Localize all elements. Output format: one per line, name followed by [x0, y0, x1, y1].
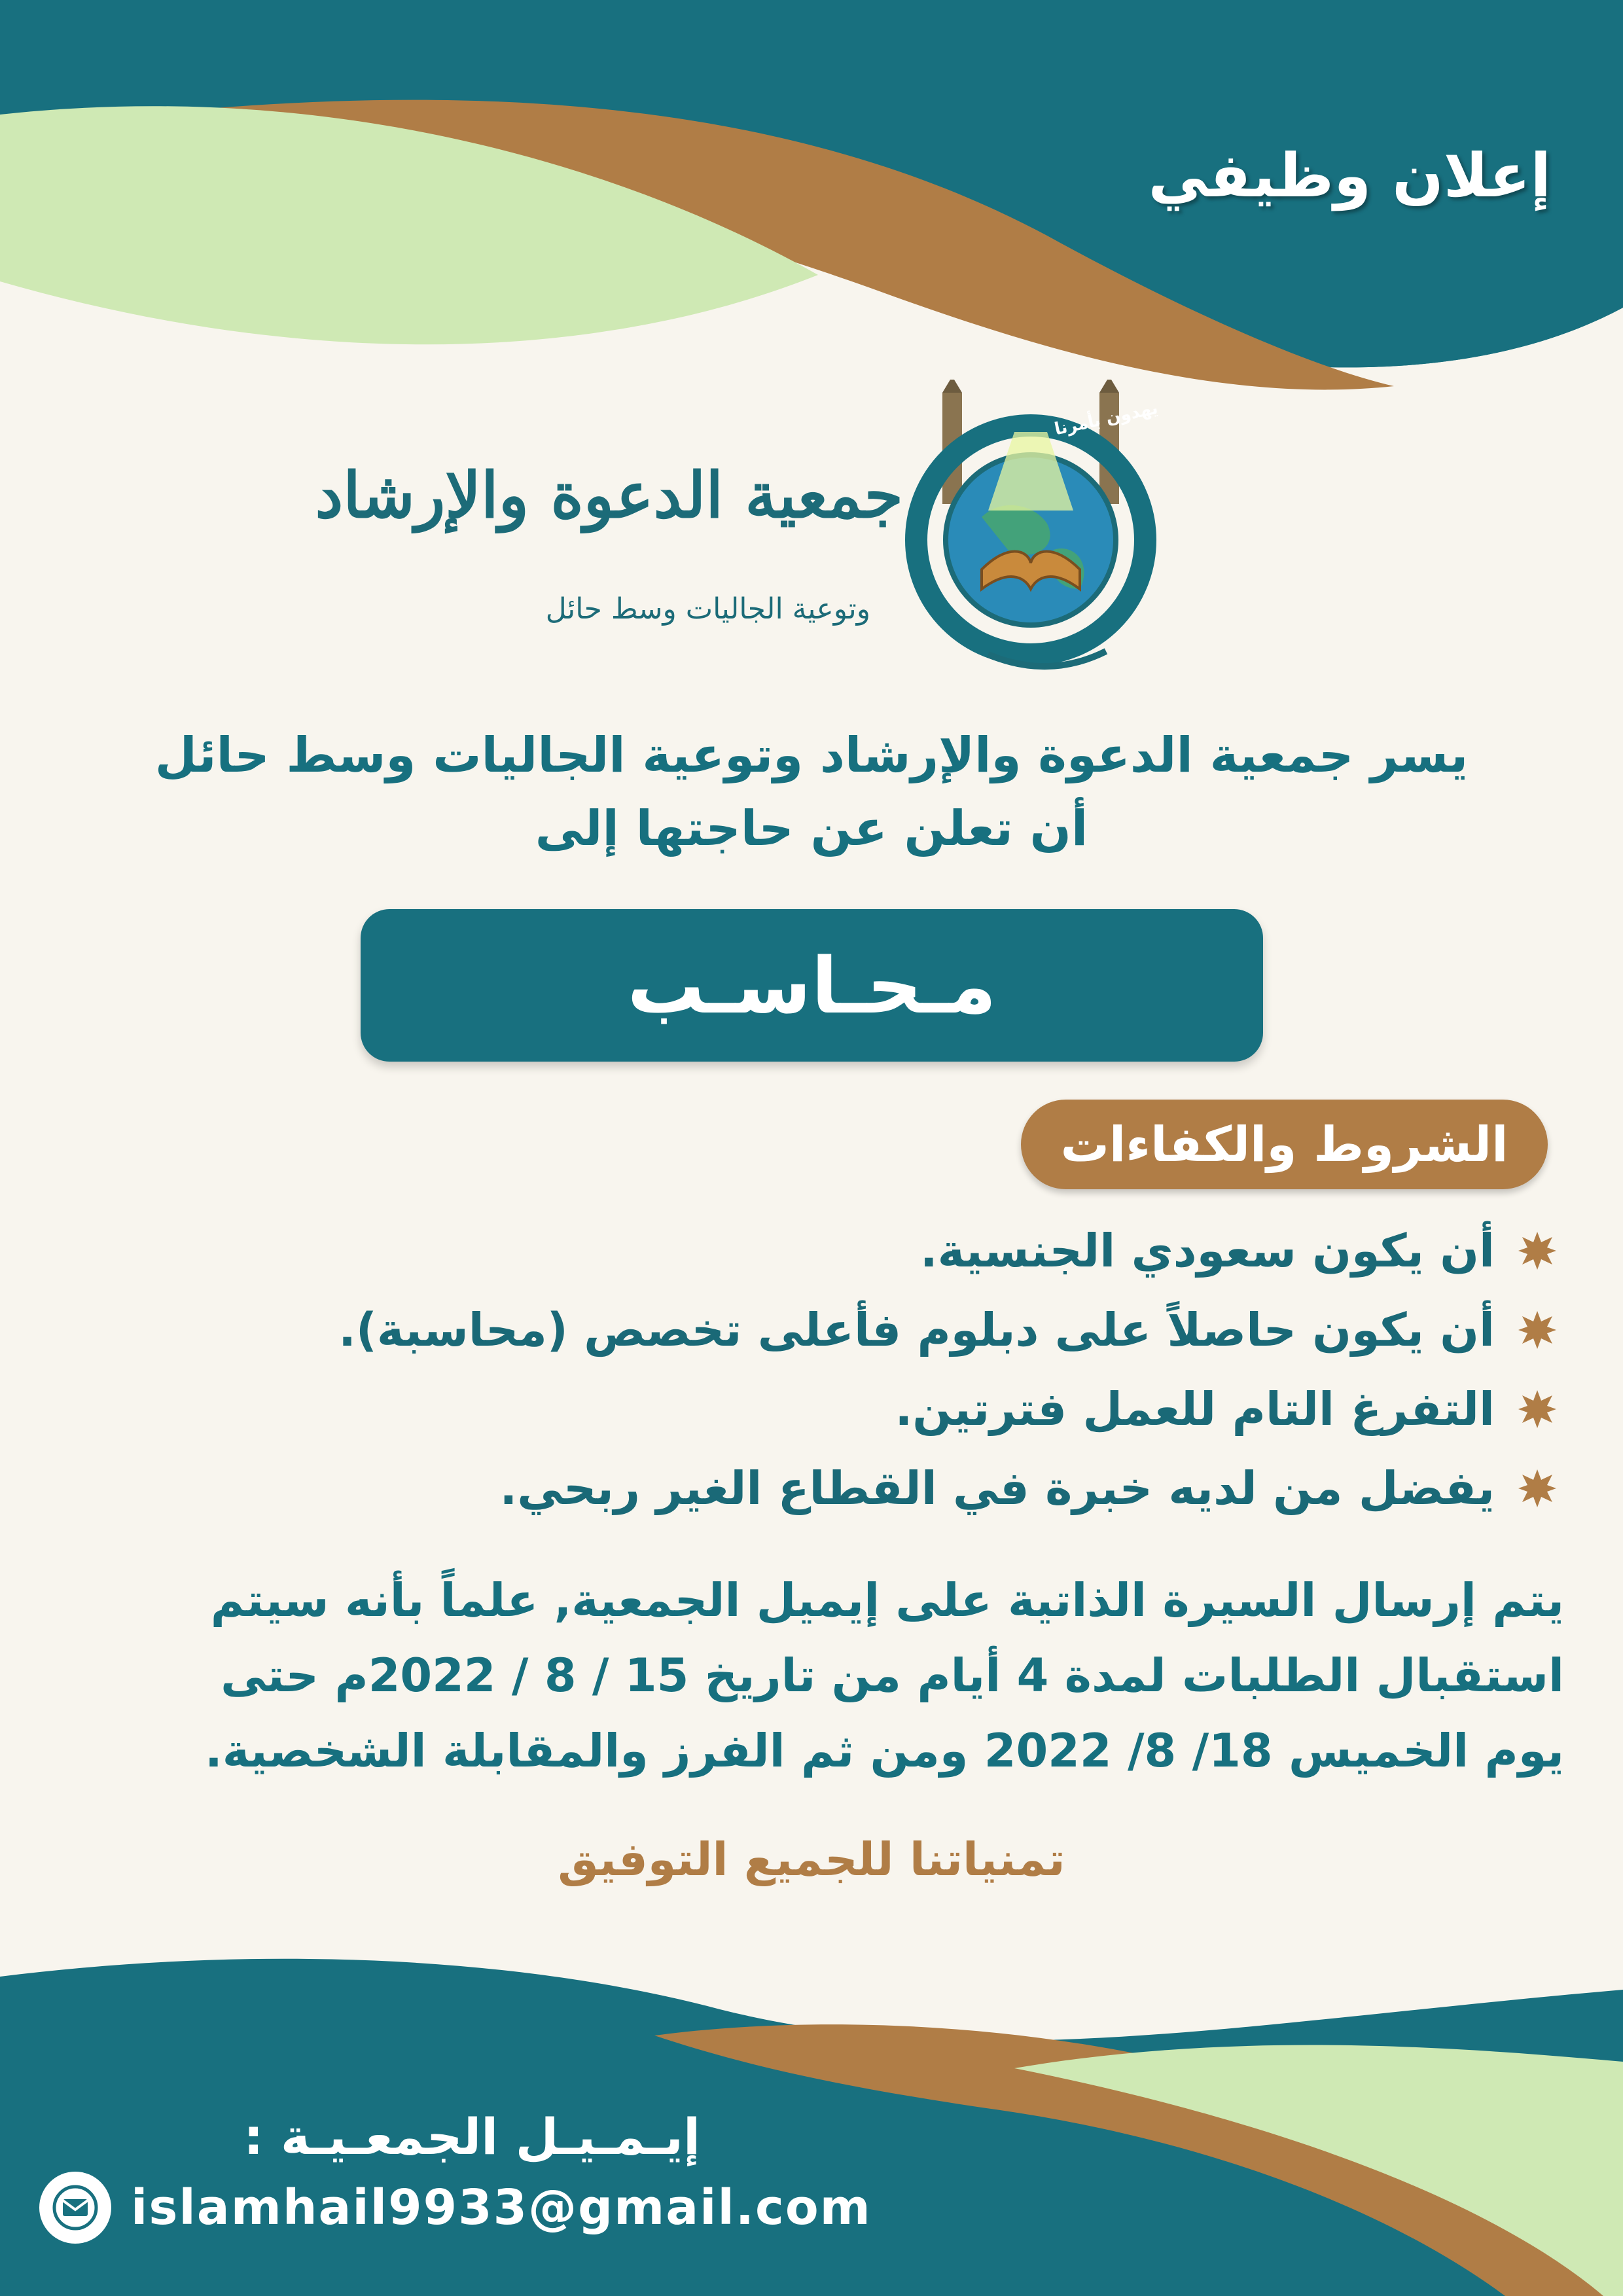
list-item [52, 1290, 1558, 1369]
star-bullet-icon [1517, 1389, 1558, 1429]
details-line-2: استقبال الطلبات لمدة 4 أيام من تاريخ 15 / 8 / 2022م حتى [221, 1649, 1564, 1702]
requirements-list [52, 1211, 1558, 1528]
star-bullet-icon [1517, 1468, 1558, 1509]
job-title: مـحـاسـب [627, 940, 997, 1031]
requirement-text: أن يكون سعودي الجنسية. [920, 1223, 1495, 1278]
application-details [59, 1563, 1564, 1789]
details-line-3: يوم الخميس 18/ 8/ 2022 ومن ثم الفرز والمقابلة الشخصية. [205, 1724, 1564, 1778]
intro-line-2: أن تعلن عن حاجتها إلى [535, 800, 1088, 857]
logo-ring-text: يهدون بأمرنا [1052, 398, 1160, 440]
org-subtitle: وتوعية الجاليات وسط حائل [545, 592, 870, 626]
requirement-text: يفضل من لديه خبرة في القطاع الغير ربحي. [499, 1461, 1495, 1515]
org-name-calligraphy: جمعية الدعوة والإرشاد [315, 458, 903, 532]
star-bullet-icon [1517, 1230, 1558, 1271]
requirement-text: التفرغ التام للعمل فترتين. [895, 1382, 1495, 1436]
organization-logo [315, 380, 1178, 681]
requirement-text: أن يكون حاصلاً على دبلوم فأعلى تخصص (محاسبة). [338, 1302, 1495, 1357]
star-bullet-icon [1517, 1310, 1558, 1350]
intro-line-1: يسر جمعية الدعوة والإرشاد وتوعية الجاليات وسط حائل [154, 727, 1469, 783]
email-row[interactable] [39, 2172, 872, 2244]
email-label: إيـمـيـل الجمعـيـة : [243, 2108, 700, 2166]
closing-wish: تمنياتنا للجميع التوفيق [558, 1833, 1065, 1886]
announcement-title: إعلان وظيفي [1148, 141, 1551, 211]
requirements-heading [1021, 1100, 1548, 1189]
requirements-heading-label: الشروط والكفاءات [1060, 1116, 1508, 1173]
details-line-1: يتم إرسال السيرة الذاتية على إيميل الجمعية, علماً بأنه سيتم [210, 1573, 1564, 1627]
job-title-box [361, 909, 1263, 1062]
list-item [52, 1211, 1558, 1290]
envelope-icon [39, 2172, 111, 2244]
list-item [52, 1369, 1558, 1448]
list-item [52, 1448, 1558, 1528]
email-link[interactable]: islamhail9933@gmail.com [131, 2179, 872, 2236]
